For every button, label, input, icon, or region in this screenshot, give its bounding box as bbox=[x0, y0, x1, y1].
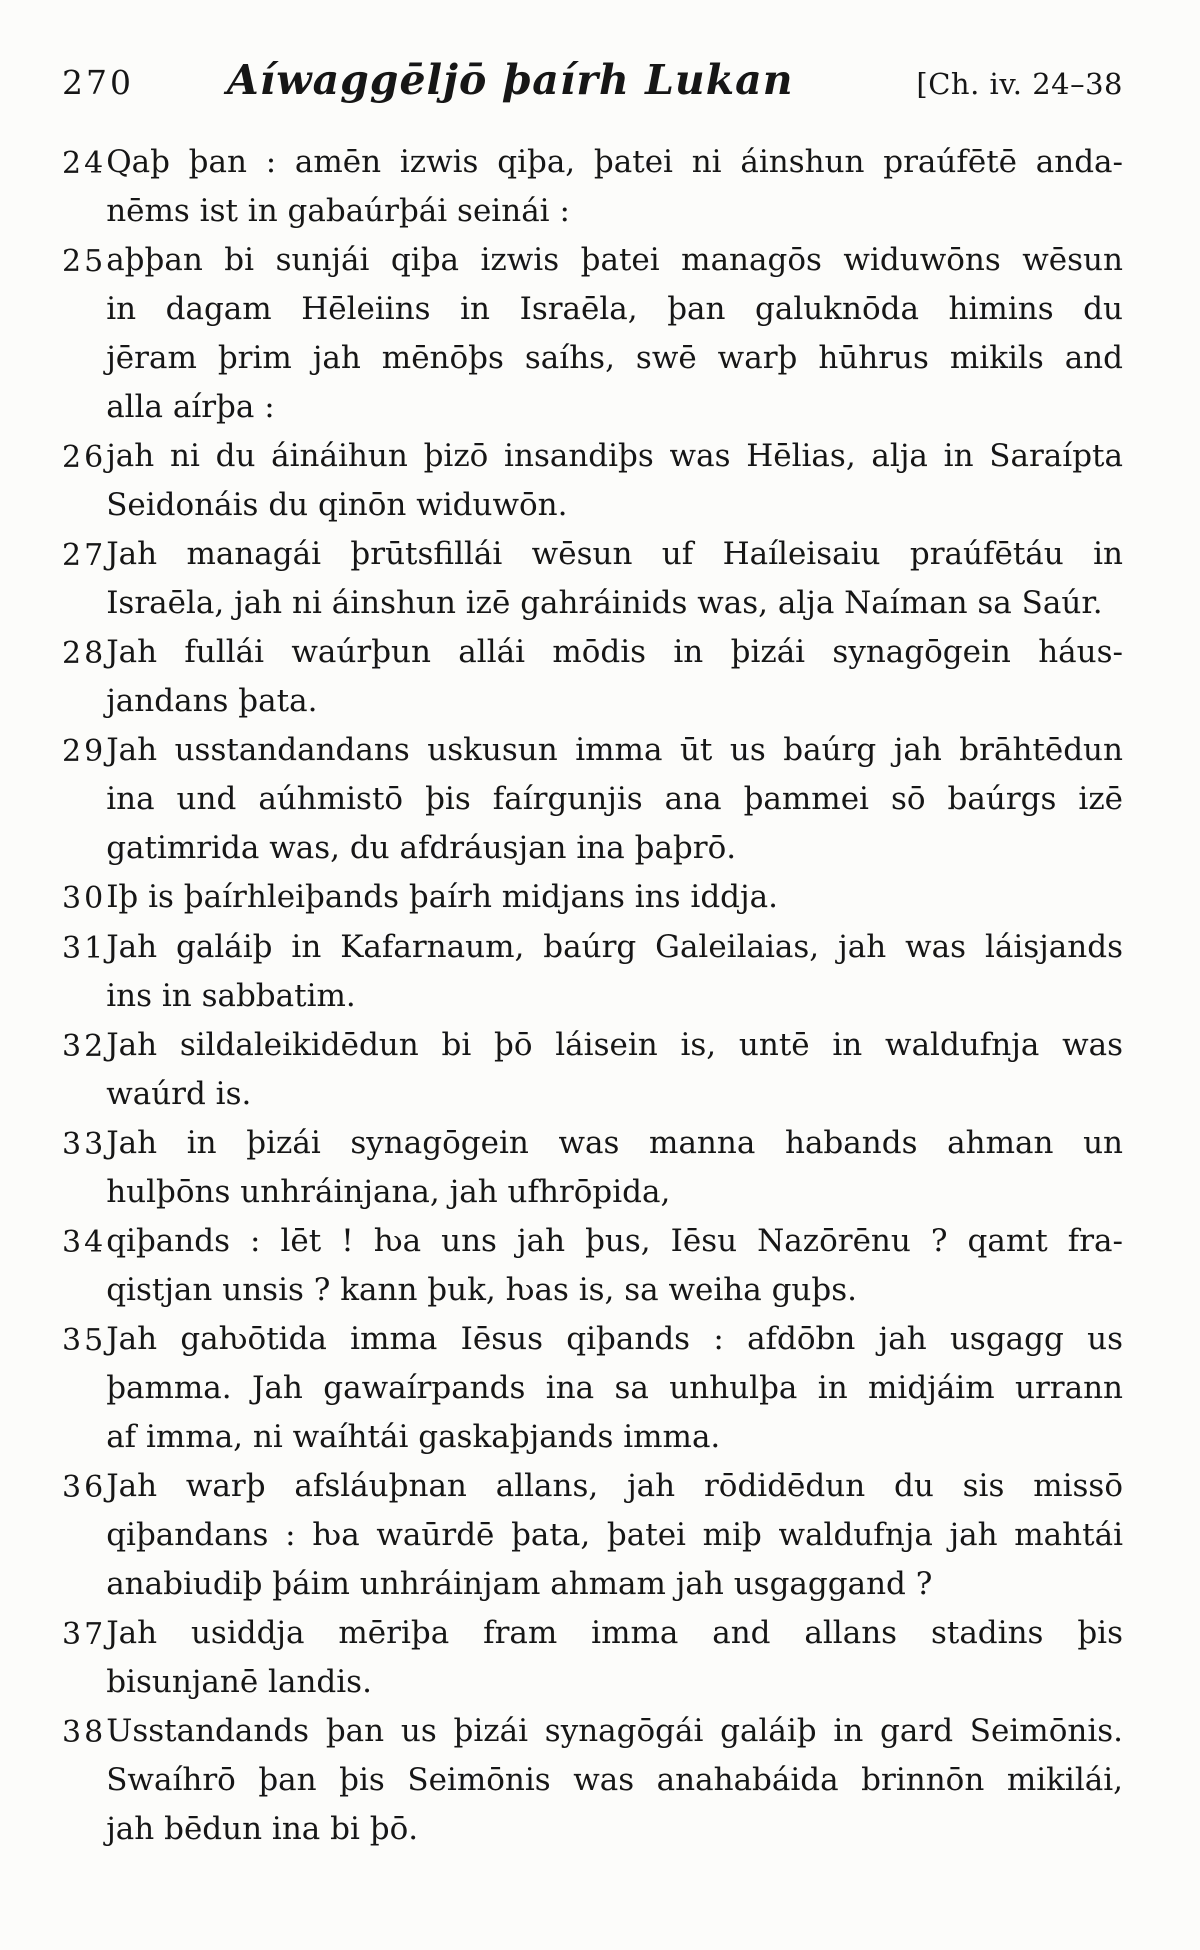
verse-line: alla aírþa : bbox=[106, 389, 275, 425]
verse-line: qiþands : lēt ! ƕa uns jah þus, Iēsu Nazōrēnu ? qamt fra- bbox=[106, 1223, 1123, 1259]
verse-line: Jah sildaleikidēdun bi þō láisein is, untē in waldufnja was bbox=[106, 1027, 1123, 1063]
verse bbox=[62, 726, 1123, 873]
verse-line: Jah managái þrūtsfillái wēsun uf Haíleisaiu praúfētáu in bbox=[106, 536, 1123, 572]
verse-lines bbox=[106, 530, 1123, 628]
verse-number: 31 bbox=[62, 931, 107, 966]
verse-number: 30 bbox=[62, 881, 107, 916]
verse-number: 32 bbox=[62, 1029, 107, 1064]
verse-line: qiþandans : ƕa waūrdē þata, þatei miþ waldufnja jah mahtái bbox=[106, 1517, 1123, 1553]
verse-line: aþþan bi sunjái qiþa izwis þatei managōs widuwōns wēsun bbox=[106, 242, 1123, 278]
verse-line: Qaþ þan : amēn izwis qiþa, þatei ni áinshun praúfētē anda- bbox=[106, 144, 1123, 180]
verse bbox=[62, 1217, 1123, 1315]
verse-line: jēram þrim jah mēnōþs saíhs, swē warþ hūhrus mikils and bbox=[106, 340, 1123, 376]
verse-number: 33 bbox=[62, 1127, 107, 1162]
verse-number: 27 bbox=[62, 538, 107, 573]
verse-lines bbox=[106, 138, 1123, 236]
verse bbox=[62, 1021, 1123, 1119]
verse-line: jandans þata. bbox=[106, 683, 318, 719]
verse bbox=[62, 923, 1123, 1021]
verse-line: af imma, ni waíhtái gaskaþjands imma. bbox=[106, 1419, 721, 1455]
verse-lines bbox=[106, 1707, 1123, 1854]
verse-line: nēms ist in gabaúrþái seinái : bbox=[106, 193, 570, 229]
verse-lines bbox=[106, 236, 1123, 432]
running-title: Aíwaggēljō þaírh Lukan bbox=[226, 56, 794, 104]
chapter-reference: [Ch. iv. 24–38 bbox=[916, 67, 1123, 101]
verse-line: anabiudiþ þáim unhráinjam ahmam jah usgaggand ? bbox=[106, 1566, 933, 1602]
running-header bbox=[62, 56, 1123, 112]
verse-lines bbox=[106, 1462, 1123, 1609]
verse bbox=[62, 1707, 1123, 1854]
verse-line: Swaíhrō þan þis Seimōnis was anahabáida brinnōn mikilái, bbox=[106, 1762, 1123, 1798]
verse-number: 28 bbox=[62, 636, 107, 671]
verse-line: Iþ is þaírhleiþands þaírh midjans ins iddja. bbox=[106, 879, 778, 915]
verse-number: 35 bbox=[62, 1323, 107, 1358]
verse-line: bisunjanē landis. bbox=[106, 1664, 372, 1700]
verse-lines bbox=[106, 1021, 1123, 1119]
verse-number: 25 bbox=[62, 244, 107, 279]
verse-lines bbox=[106, 1119, 1123, 1217]
verse-line: Israēla, jah ni áinshun izē gahráinids was, alja Naíman sa Saúr. bbox=[106, 585, 1103, 621]
page-number: 270 bbox=[62, 63, 134, 102]
verse bbox=[62, 1462, 1123, 1609]
verse bbox=[62, 873, 1123, 923]
verse-lines bbox=[106, 432, 1123, 530]
verse-line: Seidonáis du qinōn widuwōn. bbox=[106, 487, 568, 523]
verse-line: Jah in þizái synagōgein was manna habands ahman un bbox=[106, 1125, 1123, 1161]
verse bbox=[62, 1609, 1123, 1707]
verse-number: 36 bbox=[62, 1470, 107, 1505]
verse-lines bbox=[106, 726, 1123, 873]
verse-line: þamma. Jah gawaírpands ina sa unhulþa in midjáim urrann bbox=[106, 1370, 1123, 1406]
verse-line: Jah usiddja mēriþa fram imma and allans stadins þis bbox=[106, 1615, 1123, 1651]
verse-number: 26 bbox=[62, 440, 107, 475]
verse bbox=[62, 1119, 1123, 1217]
verse-line: Jah fullái waúrþun allái mōdis in þizái synagōgein háus- bbox=[106, 634, 1123, 670]
verse bbox=[62, 432, 1123, 530]
verse-number: 34 bbox=[62, 1225, 107, 1260]
verse-line: Jah galáiþ in Kafarnaum, baúrg Galeilaias, jah was láisjands bbox=[106, 929, 1123, 965]
verse-number: 24 bbox=[62, 146, 107, 181]
verse-number: 29 bbox=[62, 734, 107, 769]
verse-lines bbox=[106, 873, 1123, 922]
verse-line: waúrd is. bbox=[106, 1076, 252, 1112]
verse-lines bbox=[106, 1315, 1123, 1462]
verse-line: qistjan unsis ? kann þuk, ƕas is, sa weiha guþs. bbox=[106, 1272, 857, 1308]
verse-line: Jah warþ afsláuþnan allans, jah rōdidēdun du sis missō bbox=[106, 1468, 1123, 1504]
verse-line: Jah usstandandans uskusun imma ūt us baúrg jah brāhtēdun bbox=[106, 732, 1123, 768]
verse-number: 37 bbox=[62, 1617, 107, 1652]
verse-line: ina und aúhmistō þis faírgunjis ana þammei sō baúrgs izē bbox=[106, 781, 1123, 817]
verse-line: Usstandands þan us þizái synagōgái galáiþ in gard Seimōnis. bbox=[106, 1713, 1123, 1749]
verse-line: Jah gaƕōtida imma Iēsus qiþands : afdōbn jah usgagg us bbox=[106, 1321, 1123, 1357]
verse-line: in dagam Hēleiins in Israēla, þan galuknōda himins du bbox=[106, 291, 1123, 327]
verse-line: jah bēdun ina bi þō. bbox=[106, 1811, 419, 1847]
verse-lines bbox=[106, 923, 1123, 1021]
verse-line: hulþōns unhráinjana, jah ufhrōpida, bbox=[106, 1174, 671, 1210]
verse bbox=[62, 628, 1123, 726]
verse-number: 38 bbox=[62, 1715, 107, 1750]
verse-lines bbox=[106, 1217, 1123, 1315]
verse bbox=[62, 1315, 1123, 1462]
verse-lines bbox=[106, 1609, 1123, 1707]
verse-line: jah ni du áináihun þizō insandiþs was Hēlias, alja in Saraípta bbox=[106, 438, 1123, 474]
verse-lines bbox=[106, 628, 1123, 726]
verse-list bbox=[62, 138, 1123, 1854]
verse bbox=[62, 138, 1123, 236]
verse-line: gatimrida was, du afdráusjan ina þaþrō. bbox=[106, 830, 737, 866]
verse bbox=[62, 236, 1123, 432]
verse-line: ins in sabbatim. bbox=[106, 978, 356, 1014]
verse bbox=[62, 530, 1123, 628]
